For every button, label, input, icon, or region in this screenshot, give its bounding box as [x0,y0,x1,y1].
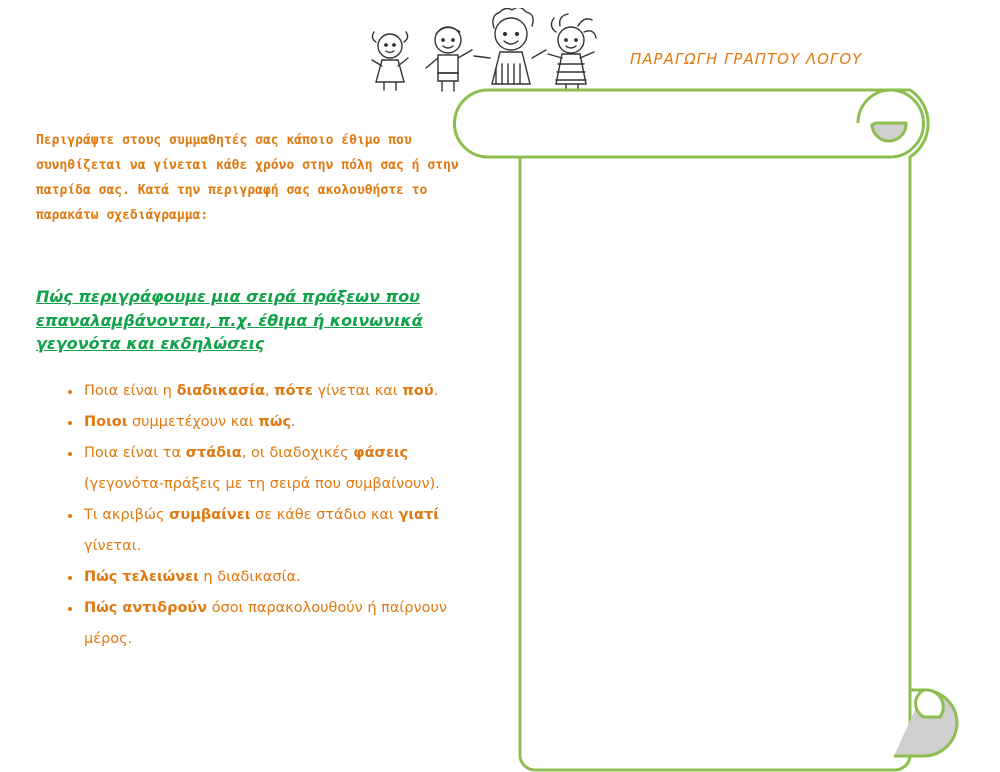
step-text: σε κάθε στάδιο και [250,507,399,523]
step-item [82,500,492,562]
step-keyword: φάσεις [353,445,409,461]
step-item [82,562,492,593]
step-keyword: Πώς αντιδρούν [84,600,208,616]
child-drawing-1 [372,32,408,90]
step-item [82,407,492,438]
child-drawing-3 [474,8,546,84]
step-keyword: Ποιοι [84,414,128,430]
scroll-top-roll [455,90,924,157]
step-text: Ποια είναι η [84,383,177,399]
step-text: , οι διαδοχικές [241,445,354,461]
step-text: Τι ακριβώς [84,507,170,523]
scroll-bottom-inner [916,690,944,717]
step-text: . [433,383,439,399]
step-text: γίνεται. [84,538,142,554]
step-keyword: συμβαίνει [169,507,251,523]
step-text: , [264,383,275,399]
intro-paragraph: Περιγράψτε στους συμμαθητές σας κάποιο έθιμο που συνηθίζεται να γίνεται κάθε χρόνο στην πόλη σας ή στην πατρίδα σας. Κατά την περιγραφή σας ακολουθήστε το παρακάτω σχεδιάγραμμα: [36,133,459,223]
step-text: συμμετέχουν και [127,414,259,430]
step-item [82,438,492,500]
step-keyword: πού [402,383,434,399]
step-keyword: Πώς τελειώνει [84,569,199,585]
steps-list [60,376,492,655]
children-illustration [366,8,612,94]
step-text: Ποια είναι τα [84,445,186,461]
step-text: όσοι παρακολουθούν ή παίρνουν μέρος. [84,600,447,647]
step-item [82,593,492,655]
step-text: γίνεται και [312,383,403,399]
step-keyword: διαδικασία [176,383,265,399]
step-text: (γεγονότα-πράξεις με τη σειρά που συμβαίνουν). [84,476,440,492]
child-drawing-4 [548,14,596,92]
page-title: ΠΑΡΑΓΩΓΗ ΓΡΑΠΤΟΥ ΛΟΓΟΥ [630,50,863,68]
step-keyword: πότε [274,383,313,399]
step-item [82,376,492,407]
step-keyword: στάδια [185,445,242,461]
section-heading: Πώς περιγράφουμε μια σειρά πράξεων που επαναλαμβάνονται, π.χ. έθιμα ή κοινωνικά γεγονότα και εκδηλώσεις [36,287,423,353]
step-keyword: πώς [258,414,292,430]
step-text: η διαδικασία. [198,569,301,585]
child-drawing-2 [426,27,472,91]
scroll-frame [440,85,1000,772]
step-keyword: γιατί [398,507,439,523]
scroll-body [520,90,928,770]
step-text: . [291,414,296,430]
